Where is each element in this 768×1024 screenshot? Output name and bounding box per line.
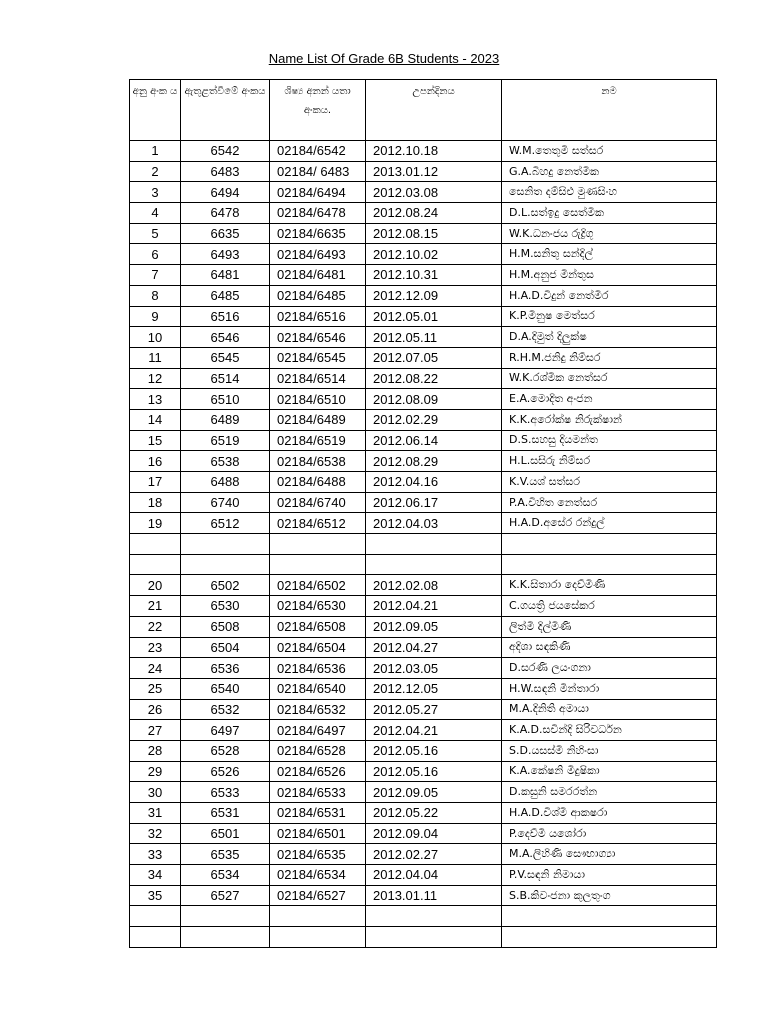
cell-student-id: 02184/6545 [270, 347, 366, 368]
cell-name: K.P.මිනුෂ මෙත්සර [502, 306, 717, 327]
cell-birthdate: 2012.05.22 [366, 803, 502, 824]
cell-name: H.A.D.විදුන් නෙත්මිර [502, 285, 717, 306]
cell-admission-number: 6514 [181, 368, 270, 389]
cell-admission-number [181, 927, 270, 948]
cell-birthdate: 2012.08.24 [366, 203, 502, 224]
cell-index: 29 [130, 761, 181, 782]
table-row [130, 534, 717, 555]
cell-admission-number: 6538 [181, 451, 270, 472]
cell-birthdate [366, 534, 502, 555]
cell-name: H.W.සඳනි මින්තාරා [502, 678, 717, 699]
cell-name: C.ගයත්‍රි ජයසේකර [502, 596, 717, 617]
table-row [130, 513, 717, 534]
cell-student-id: 02184/6528 [270, 740, 366, 761]
cell-student-id: 02184/6508 [270, 616, 366, 637]
cell-index [130, 906, 181, 927]
cell-student-id: 02184/6501 [270, 823, 366, 844]
table-row [130, 492, 717, 513]
cell-admission-number: 6533 [181, 782, 270, 803]
cell-birthdate: 2012.08.29 [366, 451, 502, 472]
cell-index: 18 [130, 492, 181, 513]
cell-admission-number: 6501 [181, 823, 270, 844]
table-row [130, 761, 717, 782]
cell-admission-number: 6540 [181, 678, 270, 699]
cell-name: W.K.රශ්මික නෙත්සර [502, 368, 717, 389]
cell-name: H.A.D.විශ්මි ආකෂරා [502, 803, 717, 824]
table-row [130, 865, 717, 886]
cell-name: M.A.ලිහිණි සෞභාග්‍යා [502, 844, 717, 865]
cell-birthdate: 2012.08.22 [366, 368, 502, 389]
cell-student-id: 02184/6527 [270, 885, 366, 906]
cell-name: W.K.ධනංජය රුද්‍රිගු [502, 223, 717, 244]
cell-index: 31 [130, 803, 181, 824]
cell-admission-number: 6483 [181, 161, 270, 182]
cell-admission-number: 6740 [181, 492, 270, 513]
cell-birthdate: 2012.05.11 [366, 327, 502, 348]
cell-index: 28 [130, 740, 181, 761]
cell-birthdate: 2012.04.21 [366, 596, 502, 617]
table-row [130, 141, 717, 162]
cell-name [502, 906, 717, 927]
cell-index: 11 [130, 347, 181, 368]
cell-student-id: 02184/6540 [270, 678, 366, 699]
cell-birthdate: 2012.02.08 [366, 575, 502, 596]
table-row [130, 782, 717, 803]
document-title [0, 51, 768, 66]
cell-birthdate: 2012.04.03 [366, 513, 502, 534]
cell-index: 12 [130, 368, 181, 389]
cell-student-id: 02184/6740 [270, 492, 366, 513]
cell-student-id: 02184/6531 [270, 803, 366, 824]
cell-birthdate: 2012.10.18 [366, 141, 502, 162]
cell-student-id: 02184/6526 [270, 761, 366, 782]
cell-student-id: 02184/6504 [270, 637, 366, 658]
cell-admission-number: 6542 [181, 141, 270, 162]
cell-student-id: 02184/6512 [270, 513, 366, 534]
cell-index: 10 [130, 327, 181, 348]
table-row [130, 906, 717, 927]
table-row [130, 430, 717, 451]
cell-index: 24 [130, 658, 181, 679]
cell-name: P.දෙව්මි යශෝරා [502, 823, 717, 844]
cell-birthdate [366, 927, 502, 948]
cell-admission-number: 6534 [181, 865, 270, 886]
cell-index: 14 [130, 409, 181, 430]
cell-admission-number: 6516 [181, 306, 270, 327]
cell-index: 3 [130, 182, 181, 203]
cell-index: 35 [130, 885, 181, 906]
table-row [130, 203, 717, 224]
cell-index: 1 [130, 141, 181, 162]
cell-birthdate: 2012.04.16 [366, 472, 502, 493]
cell-index: 32 [130, 823, 181, 844]
cell-index: 6 [130, 244, 181, 265]
cell-index: 8 [130, 285, 181, 306]
cell-student-id: 02184/6533 [270, 782, 366, 803]
cell-birthdate: 2012.03.05 [366, 658, 502, 679]
cell-admission-number: 6512 [181, 513, 270, 534]
cell-index: 34 [130, 865, 181, 886]
header-birthdate: උපන්දිනය [366, 80, 502, 141]
cell-student-id: 02184/6516 [270, 306, 366, 327]
cell-student-id: 02184/6478 [270, 203, 366, 224]
cell-student-id: 02184/6546 [270, 327, 366, 348]
cell-student-id: 02184/6497 [270, 720, 366, 741]
cell-birthdate: 2012.04.04 [366, 865, 502, 886]
cell-birthdate: 2012.05.16 [366, 740, 502, 761]
cell-student-id [270, 534, 366, 555]
cell-student-id: 02184/6534 [270, 865, 366, 886]
cell-name: ලිත්මි දිල්මිණි [502, 616, 717, 637]
cell-name: D.A.දිමුත් දිලුක්ෂ [502, 327, 717, 348]
table-row [130, 823, 717, 844]
cell-name: E.A.මොදිත අංජන [502, 389, 717, 410]
header-row [130, 80, 717, 141]
cell-name: D.S.සහසු දියමන්ත [502, 430, 717, 451]
table-row [130, 740, 717, 761]
header-student-id: ශිෂ්‍ය අනන් යතා අංකය. [270, 80, 366, 141]
cell-student-id: 02184/6530 [270, 596, 366, 617]
table-row [130, 265, 717, 286]
cell-name: S.B.කිවංජනා කුලතුංග [502, 885, 717, 906]
cell-student-id: 02184/6485 [270, 285, 366, 306]
cell-index: 25 [130, 678, 181, 699]
cell-birthdate: 2012.09.04 [366, 823, 502, 844]
cell-index: 21 [130, 596, 181, 617]
cell-student-id: 02184/6488 [270, 472, 366, 493]
cell-birthdate: 2012.12.05 [366, 678, 502, 699]
cell-admission-number: 6527 [181, 885, 270, 906]
table-row [130, 637, 717, 658]
table-row [130, 244, 717, 265]
cell-index: 22 [130, 616, 181, 637]
table-row [130, 596, 717, 617]
cell-birthdate: 2012.05.01 [366, 306, 502, 327]
table-row [130, 678, 717, 699]
cell-name: K.K.අරෝක්ෂ නිරුක්ෂාන් [502, 409, 717, 430]
cell-name: P.V.සඳනි නිමායා [502, 865, 717, 886]
cell-birthdate: 2012.06.17 [366, 492, 502, 513]
table-row [130, 223, 717, 244]
cell-birthdate: 2012.08.15 [366, 223, 502, 244]
cell-admission-number: 6508 [181, 616, 270, 637]
cell-birthdate: 2012.10.02 [366, 244, 502, 265]
cell-birthdate: 2013.01.11 [366, 885, 502, 906]
cell-birthdate [366, 906, 502, 927]
cell-birthdate: 2012.05.16 [366, 761, 502, 782]
cell-admission-number: 6502 [181, 575, 270, 596]
cell-name [502, 554, 717, 575]
cell-name: W.M.තෙතුමි සත්සර [502, 141, 717, 162]
cell-student-id [270, 554, 366, 575]
table-row [130, 472, 717, 493]
cell-admission-number: 6488 [181, 472, 270, 493]
cell-index: 4 [130, 203, 181, 224]
cell-birthdate: 2012.04.27 [366, 637, 502, 658]
cell-name [502, 927, 717, 948]
cell-student-id: 02184/6494 [270, 182, 366, 203]
table-row [130, 699, 717, 720]
cell-student-id: 02184/6538 [270, 451, 366, 472]
cell-birthdate: 2012.03.08 [366, 182, 502, 203]
cell-index: 9 [130, 306, 181, 327]
cell-admission-number: 6635 [181, 223, 270, 244]
cell-name: සෙනිත දම්සිළු මුණසිංහ [502, 182, 717, 203]
cell-admission-number: 6546 [181, 327, 270, 348]
table-row [130, 575, 717, 596]
cell-admission-number: 6536 [181, 658, 270, 679]
table-row [130, 658, 717, 679]
header-admission-number: ඇතුළත්වීමේ අංකය [181, 80, 270, 141]
cell-admission-number [181, 534, 270, 555]
cell-admission-number: 6532 [181, 699, 270, 720]
title-text: Name List Of Grade 6B Students - 2023 [268, 51, 500, 66]
cell-admission-number: 6535 [181, 844, 270, 865]
cell-admission-number: 6526 [181, 761, 270, 782]
table-row [130, 616, 717, 637]
cell-admission-number: 6528 [181, 740, 270, 761]
cell-index: 33 [130, 844, 181, 865]
cell-name: K.V.යශ් සත්සර [502, 472, 717, 493]
cell-index: 19 [130, 513, 181, 534]
cell-index: 23 [130, 637, 181, 658]
table-row [130, 927, 717, 948]
table-row [130, 803, 717, 824]
table-row [130, 554, 717, 575]
cell-index: 13 [130, 389, 181, 410]
cell-student-id: 02184/6481 [270, 265, 366, 286]
cell-birthdate: 2012.04.21 [366, 720, 502, 741]
cell-index [130, 534, 181, 555]
cell-admission-number: 6510 [181, 389, 270, 410]
cell-student-id: 02184/6532 [270, 699, 366, 720]
cell-birthdate: 2012.08.09 [366, 389, 502, 410]
cell-index: 16 [130, 451, 181, 472]
cell-name: H.M.සනිතු සන්දිල් [502, 244, 717, 265]
cell-birthdate: 2012.09.05 [366, 616, 502, 637]
table-row [130, 844, 717, 865]
cell-admission-number: 6504 [181, 637, 270, 658]
cell-birthdate: 2012.02.29 [366, 409, 502, 430]
cell-admission-number: 6494 [181, 182, 270, 203]
cell-admission-number: 6530 [181, 596, 270, 617]
cell-index [130, 554, 181, 575]
table-row [130, 451, 717, 472]
cell-name: අදිශා සඳකිණි [502, 637, 717, 658]
cell-birthdate: 2012.07.05 [366, 347, 502, 368]
table-row [130, 306, 717, 327]
cell-index [130, 927, 181, 948]
cell-name: K.A.D.සවින්දි සිරිවර්ධන [502, 720, 717, 741]
cell-index: 17 [130, 472, 181, 493]
cell-admission-number [181, 554, 270, 575]
cell-index: 26 [130, 699, 181, 720]
cell-name [502, 534, 717, 555]
cell-birthdate: 2012.10.31 [366, 265, 502, 286]
cell-student-id: 02184/6542 [270, 141, 366, 162]
cell-student-id: 02184/6635 [270, 223, 366, 244]
cell-index: 15 [130, 430, 181, 451]
cell-index: 5 [130, 223, 181, 244]
cell-name: S.D.යසස්මි නිහිංසා [502, 740, 717, 761]
cell-admission-number: 6478 [181, 203, 270, 224]
cell-admission-number: 6485 [181, 285, 270, 306]
cell-index: 7 [130, 265, 181, 286]
cell-admission-number: 6489 [181, 409, 270, 430]
cell-name: D.සරණි ලයංගනා [502, 658, 717, 679]
header-name: නම [502, 80, 717, 141]
cell-admission-number [181, 906, 270, 927]
cell-birthdate: 2012.06.14 [366, 430, 502, 451]
cell-student-id: 02184/6502 [270, 575, 366, 596]
cell-index: 2 [130, 161, 181, 182]
table-row [130, 347, 717, 368]
table-row [130, 285, 717, 306]
cell-admission-number: 6531 [181, 803, 270, 824]
cell-student-id: 02184/6489 [270, 409, 366, 430]
cell-admission-number: 6493 [181, 244, 270, 265]
table-row [130, 389, 717, 410]
cell-birthdate [366, 554, 502, 575]
cell-birthdate: 2012.12.09 [366, 285, 502, 306]
cell-name: P.A.විහිත නෙත්සර [502, 492, 717, 513]
cell-name: M.A.දිනිති අමායා [502, 699, 717, 720]
cell-student-id: 02184/6514 [270, 368, 366, 389]
cell-index: 27 [130, 720, 181, 741]
cell-birthdate: 2012.02.27 [366, 844, 502, 865]
cell-student-id: 02184/ 6483 [270, 161, 366, 182]
cell-name: R.H.M.ජනිදු නිම්සර [502, 347, 717, 368]
table-row [130, 720, 717, 741]
cell-student-id [270, 927, 366, 948]
cell-name: G.A.බිහදු නෙත්මික [502, 161, 717, 182]
cell-student-id [270, 906, 366, 927]
cell-student-id: 02184/6493 [270, 244, 366, 265]
cell-student-id: 02184/6510 [270, 389, 366, 410]
cell-birthdate: 2013.01.12 [366, 161, 502, 182]
table-row [130, 327, 717, 348]
cell-student-id: 02184/6536 [270, 658, 366, 679]
cell-admission-number: 6519 [181, 430, 270, 451]
table-row [130, 368, 717, 389]
cell-admission-number: 6497 [181, 720, 270, 741]
cell-name: D.L.සත්ඉදු සෙත්මික [502, 203, 717, 224]
cell-name: D.කසුනි සමරරත්න [502, 782, 717, 803]
cell-index: 20 [130, 575, 181, 596]
cell-name: K.K.සිතාරා දෙව්මිණි [502, 575, 717, 596]
student-table [129, 79, 717, 948]
cell-name: K.A.කේෂනි මිදුෂිකා [502, 761, 717, 782]
header-index: අනු අංක ය [130, 80, 181, 141]
table-row [130, 409, 717, 430]
cell-name: H.A.D.අසේර රන්දුල් [502, 513, 717, 534]
cell-admission-number: 6481 [181, 265, 270, 286]
cell-birthdate: 2012.05.27 [366, 699, 502, 720]
table-row [130, 885, 717, 906]
cell-student-id: 02184/6535 [270, 844, 366, 865]
table-row [130, 182, 717, 203]
cell-student-id: 02184/6519 [270, 430, 366, 451]
cell-name: H.M.අනුජ මින්තුස [502, 265, 717, 286]
cell-birthdate: 2012.09.05 [366, 782, 502, 803]
cell-name: H.L.සසිරු නිම්සර [502, 451, 717, 472]
table-row [130, 161, 717, 182]
cell-admission-number: 6545 [181, 347, 270, 368]
cell-index: 30 [130, 782, 181, 803]
